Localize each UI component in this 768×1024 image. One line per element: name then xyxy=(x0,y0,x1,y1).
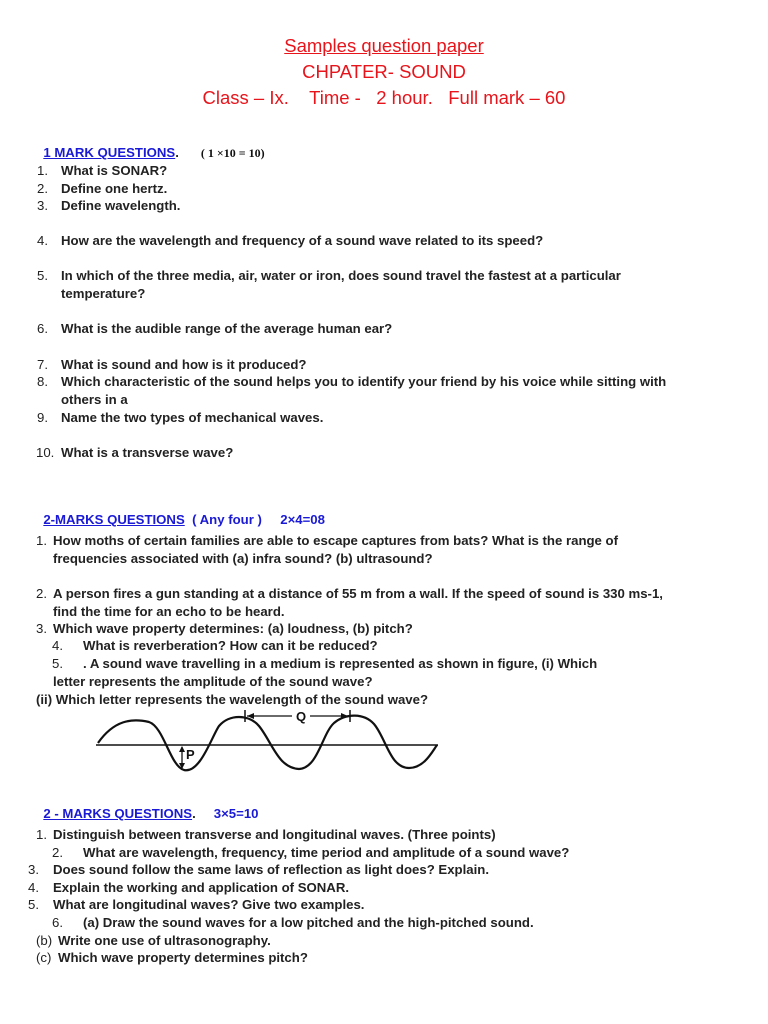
question-1-7 xyxy=(37,356,307,374)
question-number: 4. xyxy=(37,233,48,248)
question-text: Distinguish between transverse and longitudinal waves. (Three points) xyxy=(53,827,496,842)
question-text: What is reverberation? How can it be reduced? xyxy=(83,638,378,653)
question-text: Explain the working and application of SONAR. xyxy=(53,880,350,895)
question-text: What are longitudinal waves? Give two examples. xyxy=(53,897,365,912)
question-text: Define one hertz. xyxy=(61,181,168,196)
question-3-6c xyxy=(36,949,308,967)
question-text-line: Which characteristic of the sound helps you to identify your friend by his voice while sitting with xyxy=(61,374,667,389)
section-1-heading xyxy=(36,130,265,161)
label-p: P xyxy=(186,747,195,762)
question-text: What is SONAR? xyxy=(61,163,168,178)
question-text: What is the audible range of the average human ear? xyxy=(61,321,393,336)
sound-wave-figure xyxy=(94,708,444,772)
question-number: (b) xyxy=(36,933,53,948)
question-number: 10. xyxy=(36,445,55,460)
section-1-marks: ( 1 ×10 = 10) xyxy=(200,146,265,160)
question-1-10 xyxy=(36,444,234,462)
question-text: Write one use of ultrasonography. xyxy=(58,933,271,948)
section-3-heading xyxy=(36,791,259,821)
section-2-title[interactable]: 2-MARKS QUESTIONS xyxy=(43,512,185,527)
question-3-4 xyxy=(28,879,350,897)
question-number: 1. xyxy=(36,827,47,842)
question-1-3 xyxy=(37,197,181,215)
question-2-5 xyxy=(52,655,598,673)
question-number: 1. xyxy=(37,163,48,178)
section-1-title[interactable]: 1 MARK QUESTIONS xyxy=(43,145,176,160)
question-text-line: frequencies associated with (a) infra sound? (b) ultrasound? xyxy=(53,550,433,566)
question-text: Define wavelength. xyxy=(61,198,181,213)
question-text: How are the wavelength and frequency of a sound wave related to its speed? xyxy=(61,233,544,248)
question-text: Name the two types of mechanical waves. xyxy=(61,410,324,425)
question-1-5 xyxy=(37,267,621,302)
question-text: Which wave property determines pitch? xyxy=(58,950,308,965)
question-2-3 xyxy=(36,620,413,638)
question-1-4 xyxy=(37,232,544,250)
question-2-5-line-2 xyxy=(53,673,373,691)
question-number: 4. xyxy=(28,880,39,895)
question-text: letter represents the amplitude of the sound wave? xyxy=(53,674,373,689)
question-text-line: A person fires a gun standing at a distance of 55 m from a wall. If the speed of sound is 330 ms-1, xyxy=(53,586,663,601)
question-number: 5. xyxy=(28,897,39,912)
question-number: 9. xyxy=(37,410,48,425)
question-number: 2. xyxy=(52,845,63,860)
question-1-8 xyxy=(37,373,667,408)
question-number: 3. xyxy=(37,198,48,213)
question-text: . A sound wave travelling in a medium is represented as shown in figure, (i) Which xyxy=(83,656,598,671)
question-3-3 xyxy=(28,861,489,879)
question-text: What are wavelength, frequency, time period and amplitude of a sound wave? xyxy=(83,845,570,860)
question-number: 3. xyxy=(36,621,47,636)
question-number: 1. xyxy=(36,533,47,548)
question-number: 6. xyxy=(37,321,48,336)
question-number: 5. xyxy=(37,268,48,283)
question-number: (c) xyxy=(36,950,52,965)
question-text-line: In which of the three media, air, water or iron, does sound travel the fastest at a particular xyxy=(61,268,621,283)
question-2-1 xyxy=(36,532,619,567)
wave-curve xyxy=(98,716,437,771)
question-number: 5. xyxy=(52,656,63,671)
question-text-line: others in a xyxy=(61,391,128,407)
label-q: Q xyxy=(296,709,307,724)
question-text: (a) Draw the sound waves for a low pitched and the high-pitched sound. xyxy=(83,915,534,930)
question-number: 2. xyxy=(37,181,48,196)
section-3-suffix: . xyxy=(192,806,196,821)
chapter-title: CHPATER- SOUND xyxy=(302,61,466,82)
paper-title: Samples question paper xyxy=(284,35,484,56)
p-arrowhead-top xyxy=(179,746,185,752)
section-2-subtitle: ( Any four ) 2×4=08 xyxy=(184,512,325,527)
question-text: What is sound and how is it produced? xyxy=(61,357,307,372)
question-number: 8. xyxy=(37,374,48,389)
question-2-5-line-3 xyxy=(36,691,428,709)
question-1-1 xyxy=(37,162,168,180)
section-1-suffix: . xyxy=(175,145,179,160)
question-3-2 xyxy=(52,844,570,862)
question-text-line: temperature? xyxy=(61,285,146,301)
question-text-line: How moths of certain families are able to escape captures from bats? What is the range of xyxy=(53,533,619,548)
question-3-6 xyxy=(52,914,534,932)
question-text-line: find the time for an echo to be heard. xyxy=(53,603,285,619)
question-text: Which wave property determines: (a) loudness, (b) pitch? xyxy=(53,621,413,636)
question-number: 4. xyxy=(52,638,63,653)
question-number: 6. xyxy=(52,915,63,930)
question-number: 7. xyxy=(37,357,48,372)
class-time-marks: Class – Ix. Time - 2 hour. Full mark – 60 xyxy=(202,87,566,108)
question-2-2 xyxy=(36,585,663,620)
section-3-marks: 3×5=10 xyxy=(213,806,259,821)
question-number: 2. xyxy=(36,586,47,601)
question-3-6b xyxy=(36,932,271,950)
question-number: 3. xyxy=(28,862,39,877)
question-2-4 xyxy=(52,637,378,655)
section-3-title[interactable]: 2 - MARKS QUESTIONS xyxy=(43,806,193,821)
question-text: What is a transverse wave? xyxy=(61,445,234,460)
question-3-5 xyxy=(28,896,365,914)
question-1-9 xyxy=(37,409,324,427)
question-text: Does sound follow the same laws of reflection as light does? Explain. xyxy=(53,862,489,877)
question-text: (ii) Which letter represents the wavelength of the sound wave? xyxy=(36,692,429,707)
question-1-2 xyxy=(37,180,168,198)
section-2-heading xyxy=(36,497,325,527)
question-3-1 xyxy=(36,826,496,844)
question-1-6 xyxy=(37,320,393,338)
